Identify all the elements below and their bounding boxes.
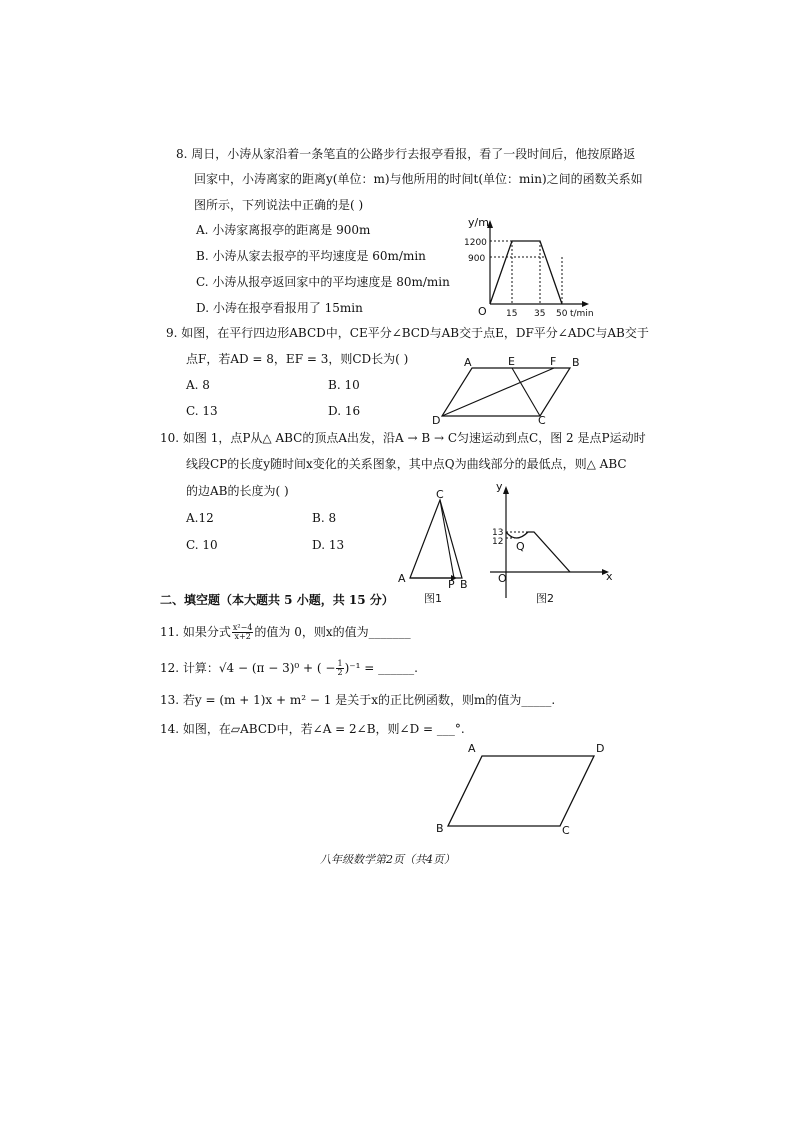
graph-origin: O bbox=[478, 305, 487, 318]
q9-line2: 点F，若AD = 8，EF = 3，则CD长为( ) bbox=[186, 352, 409, 366]
q8-line3: 图所示，下列说法中正确的是( ) bbox=[194, 198, 364, 212]
q10-line3: 的边AB的长度为( ) bbox=[186, 484, 289, 498]
q12-prefix: 12. 计算：√4 − (π − 3)⁰ + ( − bbox=[160, 661, 336, 675]
q12 bbox=[160, 660, 418, 677]
q9-point-d: D bbox=[432, 414, 441, 427]
q8-distance-time-graph bbox=[462, 214, 602, 324]
graph-x-tick-50: 50 bbox=[556, 309, 568, 319]
q10-triangle-figure-1 bbox=[396, 488, 476, 605]
graph-x-label: t/min bbox=[570, 309, 594, 319]
graph-x-tick-15: 15 bbox=[506, 309, 518, 319]
q10-line1: 10. 如图 1，点P从△ ABC的顶点A出发，沿A → B → C匀速运动到点C，图 2 是点P运动时 bbox=[160, 431, 646, 445]
q12-denominator: 2 bbox=[337, 668, 343, 677]
q8-option-d: D. 小涛在报亭看报用了 15min bbox=[196, 301, 363, 315]
fig2-y-tick-13: 13 bbox=[492, 528, 504, 538]
fig2-x-label: x bbox=[606, 570, 613, 583]
q14-point-b: B bbox=[436, 822, 444, 835]
page-footer: 八年级数学第2页（共4页） bbox=[320, 853, 455, 866]
q10-option-a: A.12 bbox=[186, 511, 214, 525]
q8-option-b: B. 小涛从家去报亭的平均速度是 60m/min bbox=[196, 249, 426, 263]
q10-line2: 线段CP的长度y随时间x变化的关系图象，其中点Q为曲线部分的最低点，则△ ABC bbox=[186, 457, 627, 471]
q12-suffix: )⁻¹ = ______. bbox=[344, 661, 418, 675]
q11-prefix: 11. 如果分式 bbox=[160, 625, 231, 639]
q9-option-c: C. 13 bbox=[186, 404, 218, 418]
fig2-point-q: Q bbox=[516, 540, 525, 553]
q10-option-c: C. 10 bbox=[186, 538, 218, 552]
q11-suffix: 的值为 0，则x的值为_______ bbox=[254, 625, 411, 639]
q8-option-c: C. 小涛从报亭返回家中的平均速度是 80m/min bbox=[196, 275, 450, 289]
fig2-y-tick-12: 12 bbox=[492, 537, 504, 547]
q11-denominator: x+2 bbox=[234, 632, 251, 641]
section-2-title: 二、填空题（本大题共 5 小题，共 15 分） bbox=[160, 593, 394, 607]
q11 bbox=[160, 624, 411, 641]
q8-option-a: A. 小涛家离报亭的距离是 900m bbox=[196, 223, 371, 237]
q12-numerator: 1 bbox=[337, 659, 343, 668]
fig1-point-b: B bbox=[460, 578, 468, 591]
q14-point-c: C bbox=[562, 824, 570, 837]
q14-point-a: A bbox=[468, 742, 476, 755]
q9-option-d: D. 16 bbox=[328, 404, 361, 418]
fig1-point-p: P bbox=[448, 578, 455, 591]
q11-numerator: x²−4 bbox=[232, 623, 253, 632]
q9-point-f: F bbox=[550, 355, 557, 368]
graph-x-tick-35: 35 bbox=[534, 309, 546, 319]
q10-function-graph-fig2 bbox=[486, 480, 616, 605]
fig2-y-label: y bbox=[496, 480, 503, 493]
q9-line1: 9. 如图，在平行四边形ABCD中，CE平分∠BCD与AB交于点E，DF平分∠ADC与AB交于 bbox=[166, 326, 649, 340]
q14-point-d: D bbox=[596, 742, 605, 755]
q8-line2: 回家中，小涛离家的距离y(单位：m)与他所用的时间t(单位：min)之间的函数关系如 bbox=[194, 172, 643, 186]
fig2-caption: 图2 bbox=[536, 592, 554, 605]
fig1-point-a: A bbox=[398, 572, 406, 585]
q10-option-d: D. 13 bbox=[312, 538, 345, 552]
q13: 13. 若y = (m + 1)x + m² − 1 是关于x的正比例函数，则m的值为_____. bbox=[160, 693, 556, 707]
q14: 14. 如图，在▱ABCD中，若∠A = 2∠B，则∠D = ___°. bbox=[160, 722, 465, 736]
q9-option-b: B. 10 bbox=[328, 378, 360, 392]
graph-y-label: y/m bbox=[468, 216, 489, 229]
q9-point-e: E bbox=[508, 355, 515, 368]
graph-y-tick-900: 900 bbox=[468, 254, 486, 264]
q8-line1: 8. 周日，小涛从家沿着一条笔直的公路步行去报亭看报，看了一段时间后，他按原路返 bbox=[176, 147, 636, 161]
q14-parallelogram-figure bbox=[430, 738, 620, 838]
q9-point-b: B bbox=[572, 356, 580, 369]
q9-option-a: A. 8 bbox=[186, 378, 210, 392]
q9-point-a: A bbox=[464, 356, 472, 369]
q11-fraction bbox=[232, 624, 254, 641]
fig1-point-c: C bbox=[436, 488, 444, 501]
q10-option-b: B. 8 bbox=[312, 511, 337, 525]
fig1-caption: 图1 bbox=[424, 592, 442, 605]
graph-y-tick-1200: 1200 bbox=[464, 238, 487, 248]
q9-parallelogram-figure bbox=[430, 352, 590, 427]
q12-fraction bbox=[336, 660, 343, 677]
q9-point-c: C bbox=[538, 414, 546, 427]
fig2-origin: O bbox=[498, 572, 507, 585]
